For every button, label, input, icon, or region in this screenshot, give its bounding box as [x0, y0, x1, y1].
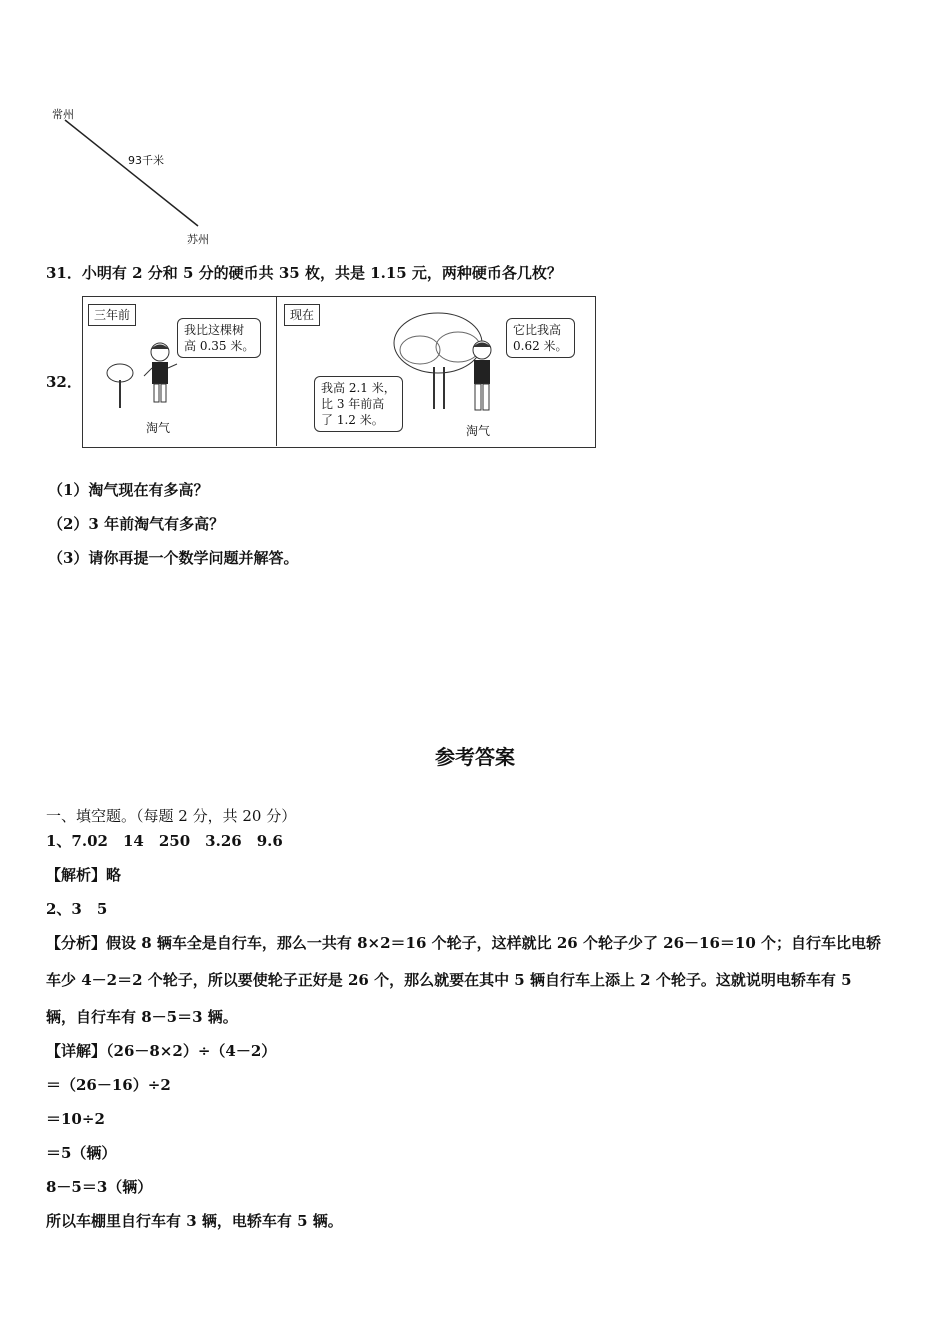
answer-2-detail-2: ＝（26－16）÷2 [46, 1076, 171, 1094]
answer-2-analysis-line2: 车少 4－2＝2 个轮子，所以要使轮子正好是 26 个，那么就要在其中 5 辆自行车上添上 2 个轮子。这就说明电轿车有 5 [46, 971, 852, 989]
answer-2-analysis-line3: 辆，自行车有 8－5＝3 辆。 [46, 1008, 238, 1026]
tree-speech-line2: 0.62 米。 [513, 339, 568, 353]
answers-section: 一、填空题。（每题 2 分，共 20 分） [46, 807, 297, 825]
answer-2-detail-6: 所以车棚里自行车有 3 辆，电轿车有 5 辆。 [46, 1212, 343, 1230]
answer-2-detail-4: ＝5（辆） [46, 1144, 117, 1162]
city-label-changzhou: 常州 [52, 108, 74, 121]
panel-right-speech [314, 376, 403, 432]
answer-2-analysis-line1: 【分析】假设 8 辆车全是自行车，那么一共有 8×2＝16 个轮子，这样就比 26 个轮子少了 26－16＝10 个；自行车比电轿 [46, 934, 882, 952]
tree-speech [506, 318, 575, 358]
question-32-sub3: （3）请你再提一个数学问题并解答。 [48, 549, 299, 567]
panel-left-tag: 三年前 [88, 304, 136, 326]
boy-now [462, 338, 502, 422]
answer-1: 1、7.02 14 250 3.26 9.6 [46, 832, 283, 850]
illustration-divider [276, 296, 277, 446]
question-31: 31．小明有 2 分和 5 分的硬币共 35 枚，共是 1.15 元，两种硬币各几枚？ [46, 264, 562, 282]
tree-speech-line1: 它比我高 [513, 323, 562, 337]
panel-right-name: 淘气 [466, 424, 491, 438]
boy-and-small-tree [100, 340, 190, 420]
question-32-sub1: （1）淘气现在有多高？ [48, 481, 209, 499]
panel-right-speech-line1: 我高 2.1 米， [321, 381, 396, 395]
question-32-sub2: （2）3 年前淘气有多高？ [48, 515, 225, 533]
answer-1-analysis: 【解析】略 [46, 866, 122, 884]
question-32-label: 32． [46, 373, 82, 391]
answer-2-detail-5: 8－5＝3（辆） [46, 1178, 153, 1196]
answer-2-detail-3: ＝10÷2 [46, 1110, 105, 1128]
panel-right-speech-line2: 比 3 年前高 [321, 397, 385, 411]
panel-right-tag: 现在 [284, 304, 320, 326]
distance-label: 93千米 [128, 154, 164, 167]
route-line [60, 118, 210, 230]
answers-title: 参考答案 [435, 745, 515, 769]
panel-right-speech-line3: 了 1.2 米。 [321, 413, 384, 427]
city-label-suzhou: 苏州 [187, 233, 209, 246]
panel-left-name: 淘气 [146, 421, 171, 435]
panel-left-speech-line1: 我比这棵树 [184, 323, 245, 337]
answer-2: 2、3 5 [46, 900, 108, 918]
panel-left-speech-line2: 高 0.35 米。 [184, 339, 255, 353]
answer-2-detail-1: 【详解】（26－8×2）÷（4－2） [46, 1042, 277, 1060]
